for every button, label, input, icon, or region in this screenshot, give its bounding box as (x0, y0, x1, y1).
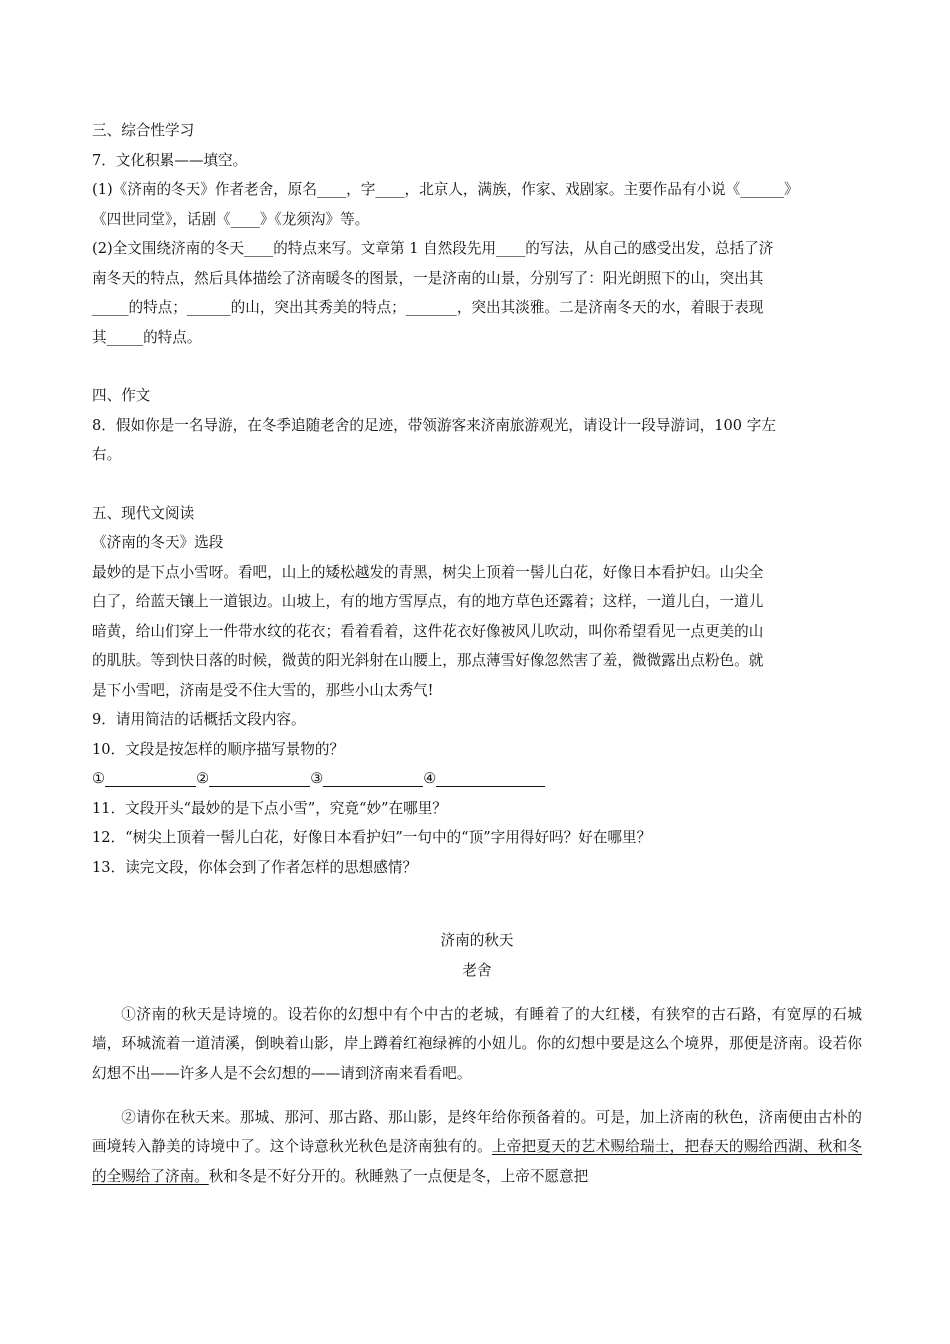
article-paragraph-2-end: 秋和冬是不好分开的。秋睡熟了一点便是冬，上帝不愿意把 (208, 1167, 589, 1185)
document-page (92, 116, 862, 1206)
question-7-1-line-1: (1)《济南的冬天》作者老舍，原名____，字____，北京人，满族，作家、戏剧家。主要作品有小说《______》 (92, 181, 799, 198)
passage-line-3: 暗黄，给山们穿上一件带水纹的花衣；看着看着，这件花衣好像被风儿吹动，叫你希望看见一点更美的山 (92, 622, 764, 640)
question-7: 7．文化积累——填空。 (92, 151, 248, 169)
section-heading-5: 五、现代文阅读 (92, 504, 195, 522)
article-paragraph-2-start: ②请你在秋天来。那城、那河、那古路、那山影，是终年给你预备着的。可是，加上济南的秋色，济南便由古朴的画境转入静美的诗境中了。这个诗意秋光秋色是济南独有的。 (92, 1108, 862, 1156)
sequence-mark-3: ③ (310, 770, 324, 787)
question-7-2-line-2: 南冬天的特点，然后具体描绘了济南暖冬的图景，一是济南的山景，分别写了：阳光朗照下的山，突出其 (92, 269, 764, 287)
sequence-blank-4[interactable] (436, 768, 545, 787)
sequence-blank-3[interactable] (323, 768, 423, 787)
sequence-mark-4: ④ (423, 770, 437, 787)
question-10: 10．文段是按怎样的顺序描写景物的？ (92, 740, 345, 758)
passage-line-4: 的肌肤。等到快日落的时候，微黄的阳光斜射在山腰上，那点薄雪好像忽然害了羞，微微露出点粉色。就 (92, 652, 764, 669)
question-12: 12．“树尖上顶着一髻儿白花，好像日本看护妇”一句中的“顶”字用得好吗？好在哪里？ (92, 829, 652, 846)
question-7-2-line-1: (2)全文围绕济南的冬天____的特点来写。文章第 1 自然段先用____的写法，从自己的感受出发，总括了济 (92, 240, 774, 257)
question-11: 11．文段开头“最妙的是下点小雪”，究竟“妙”在哪里？ (92, 799, 447, 817)
passage-line-1: 最妙的是下点小雪呀。看吧，山上的矮松越发的青黑，树尖上顶着一髻儿白花，好像日本看护妇。山尖全 (92, 563, 764, 581)
sequence-mark-1: ① (92, 770, 106, 787)
sequence-blank-1[interactable] (105, 768, 196, 787)
passage-line-2: 白了，给蓝天镶上一道银边。山坡上，有的地方雪厚点，有的地方草色还露着；这样，一道儿白，一道儿 (92, 593, 764, 610)
question-9: 9．请用简洁的话概括文段内容。 (92, 711, 306, 728)
question-7-2-line-4: 其_____的特点。 (92, 328, 202, 346)
passage-subtitle: 《济南的冬天》选段 (92, 534, 224, 551)
underlined-sentence: 上帝把夏天的艺术赐给瑞士，把春天的赐给西湖、秋和冬的全赐给了济南。 (92, 1138, 862, 1185)
passage-line-5: 是下小雪吧，济南是受不住大雪的，那些小山太秀气! (92, 681, 434, 699)
article-paragraph-1: ①济南的秋天是诗境的。设若你的幻想中有个中古的老城，有睡着了的大红楼，有狭窄的古石路，有宽厚的石城墙，环城流着一道清溪，倒映着山影，岸上蹲着红袍绿裤的小妞儿。你的幻想中要是这么个境界，那便是济南。设若你幻想不出——许多人是不会幻想的——请到济南来看看吧。 (92, 1005, 862, 1082)
article-author: 老舍 (462, 961, 492, 979)
sequence-blank-2[interactable] (209, 768, 310, 787)
question-13: 13．读完文段，你体会到了作者怎样的思想感情？ (92, 858, 418, 876)
section-heading-4: 四、作文 (92, 387, 151, 404)
question-7-2-line-3: _____的特点；______的山，突出其秀美的特点；_______，突出其淡雅。二是济南冬天的水，着眼于表现 (92, 299, 764, 316)
question-10-answer-blanks (92, 764, 862, 794)
question-7-1-line-2: 《四世同堂》，话剧《____》《龙须沟》等。 (92, 210, 370, 228)
article-title: 济南的秋天 (440, 932, 514, 949)
question-8-line-1: 8．假如你是一名导游，在冬季追随老舍的足迹，带领游客来济南旅游观光，请设计一段导游词，100 字左 (92, 416, 776, 434)
section-heading-3: 三、综合性学习 (92, 122, 195, 139)
article-paragraph-2 (92, 1103, 862, 1192)
question-8-line-2: 右。 (92, 446, 122, 463)
sequence-mark-2: ② (196, 770, 210, 787)
